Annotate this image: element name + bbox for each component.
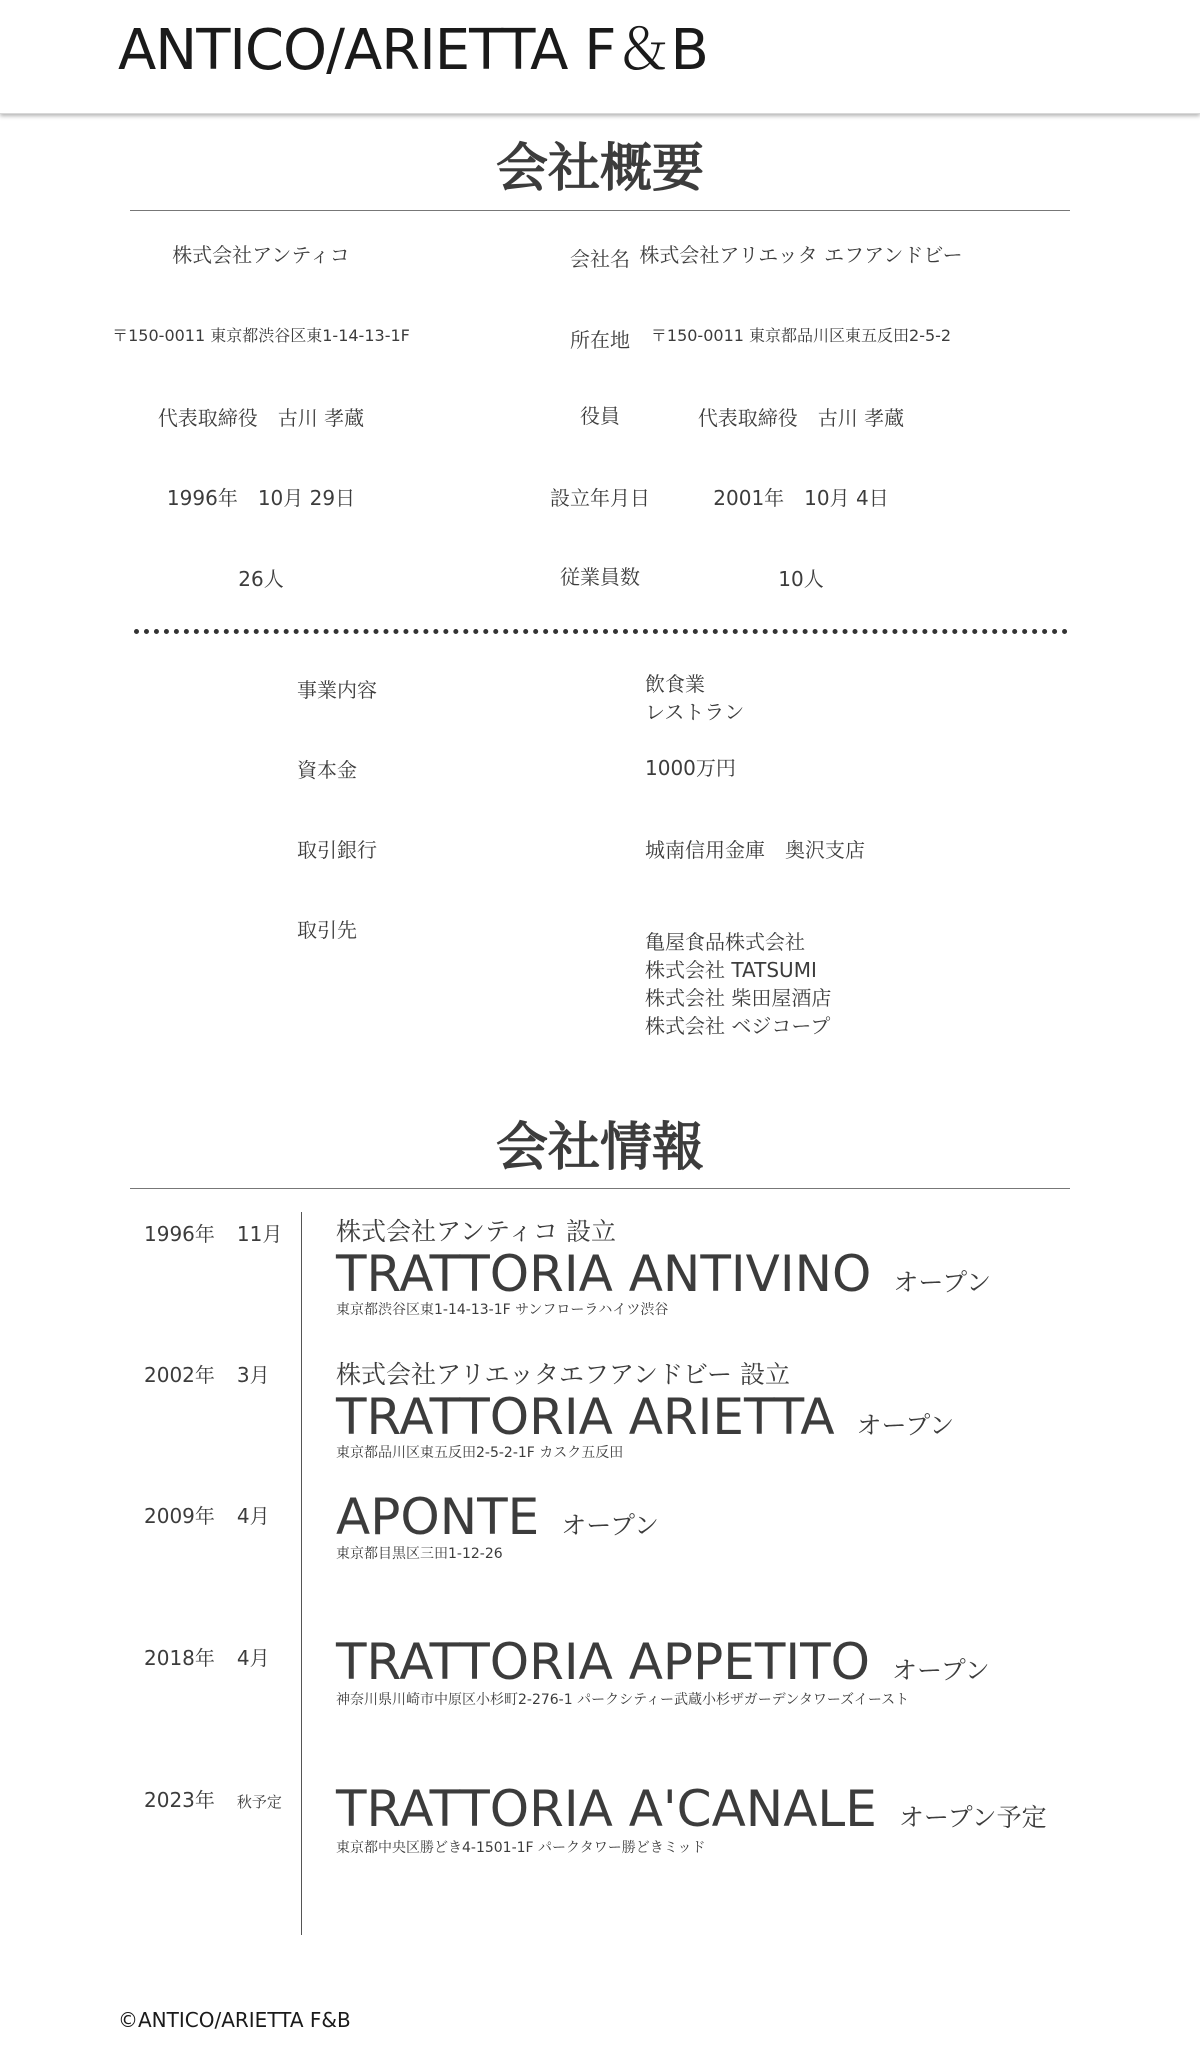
detail-value-capital [645,754,736,782]
site-title[interactable]: ANTICO/ARIETTA F＆B [118,18,708,83]
detail-value-line: 1000万円 [645,756,736,780]
timeline-year: 2009年 [144,1504,215,1528]
timeline-year: 2018年 [144,1646,215,1670]
restaurant-address: 神奈川県川崎市中原区小杉町2-276-1 パークシティー武蔵小杉ザガーデンタワーズイースト [336,1692,910,1708]
restaurant-name: APONTE [336,1488,540,1546]
overview-title: 会社概要 [495,139,704,199]
timeline-date [144,1220,282,1248]
timeline-month: 11月 [236,1222,283,1246]
detail-value-line: 城南信用金庫 奥沢支店 [645,838,865,862]
restaurant-status: オープン [892,1656,990,1685]
timeline-month: 秋予定 [236,1793,282,1811]
timeline-subtitle: 株式会社アリエッタエフアンドビー 設立 [336,1360,790,1389]
timeline-line [301,1212,302,1935]
overview-arietta-value: 2001年 10月 4日 [713,486,889,510]
detail-label-capital: 資本金 [297,758,357,782]
restaurant-status: オープン [856,1411,955,1440]
copyright: ©ANTICO/ARIETTA F&B [118,2008,351,2032]
restaurant-status: オープン予定 [898,1803,1047,1832]
overview-row-company-name [130,235,1070,275]
overview-label: 従業員数 [560,565,640,589]
restaurant-address: 東京都目黒区三田1-12-26 [336,1546,503,1562]
overview-arietta-value: 〒150-0011 東京都品川区東五反田2-5-2 [650,326,952,345]
timeline-date [144,1502,270,1530]
timeline-restaurant [336,1632,990,1692]
history-title-rule [130,1188,1070,1189]
overview-title-rule [130,210,1070,211]
overview-row-address [112,316,1070,356]
timeline-year: 1996年 [144,1222,215,1246]
detail-label-bank: 取引銀行 [297,838,377,862]
overview-arietta-value: 10人 [778,567,824,591]
overview-row-employees [130,559,1070,599]
dotted-divider [134,629,1068,634]
restaurant-name: TRATTORIA ARIETTA [336,1388,835,1446]
timeline-restaurant [336,1779,1047,1839]
detail-value-line: 飲食業 [645,672,705,696]
restaurant-status: オープン [561,1511,660,1540]
overview-antico-value: 代表取締役 古川 孝蔵 [157,406,365,430]
detail-label-business: 事業内容 [297,678,377,702]
timeline-month: 4月 [236,1646,270,1670]
overview-label: 役員 [580,404,620,428]
timeline-subtitle: 株式会社アンティコ 設立 [336,1217,616,1246]
site-header [0,0,1200,114]
timeline-restaurant [336,1487,659,1547]
timeline-date [144,1361,270,1389]
detail-value-line: 株式会社 柴田屋酒店 [645,986,832,1010]
restaurant-name: TRATTORIA ANTIVINO [336,1245,872,1303]
restaurant-address: 東京都中央区勝どき4-1501-1F パークタワー勝どきミッド [336,1840,706,1856]
timeline-month: 4月 [236,1504,270,1528]
detail-value-line: 株式会社 ベジコープ [645,1014,831,1038]
overview-antico-value: 株式会社アンティコ [172,243,350,267]
detail-value-bank [645,836,865,864]
detail-value-line: レストラン [645,700,745,724]
restaurant-status: オープン [893,1268,992,1297]
timeline-date [144,1644,270,1672]
restaurant-address: 東京都渋谷区東1-14-13-1F サンフローラハイツ渋谷 [336,1302,669,1318]
overview-row-officers [130,398,1070,438]
detail-value-line: 株式会社 TATSUMI [645,958,817,982]
timeline-year: 2002年 [144,1363,215,1387]
detail-value-business [645,670,744,726]
timeline-date [144,1786,282,1816]
detail-label-suppliers: 取引先 [297,918,357,942]
detail-value-suppliers [645,928,831,1040]
overview-label: 会社名 [570,247,630,271]
restaurant-name: TRATTORIA A'CANALE [336,1780,877,1838]
overview-antico-value: 26人 [238,567,284,591]
detail-value-line: 亀屋食品株式会社 [645,930,805,954]
overview-arietta-value: 代表取締役 古川 孝蔵 [697,406,905,430]
restaurant-name: TRATTORIA APPETITO [336,1633,871,1691]
timeline-restaurant [336,1244,991,1304]
history-title: 会社情報 [495,1118,704,1178]
overview-label: 設立年月日 [550,486,650,510]
timeline-restaurant [336,1387,954,1447]
restaurant-address: 東京都品川区東五反田2-5-2-1F カスク五反田 [336,1445,624,1461]
overview-antico-value: 〒150-0011 東京都渋谷区東1-14-13-1F [112,326,410,345]
overview-row-established [130,478,1070,518]
timeline-year: 2023年 [144,1788,215,1812]
overview-arietta-value: 株式会社アリエッタ エフアンドビー [639,243,963,267]
timeline-month: 3月 [236,1363,270,1387]
overview-label: 所在地 [570,328,630,352]
overview-antico-value: 1996年 10月 29日 [166,486,356,510]
